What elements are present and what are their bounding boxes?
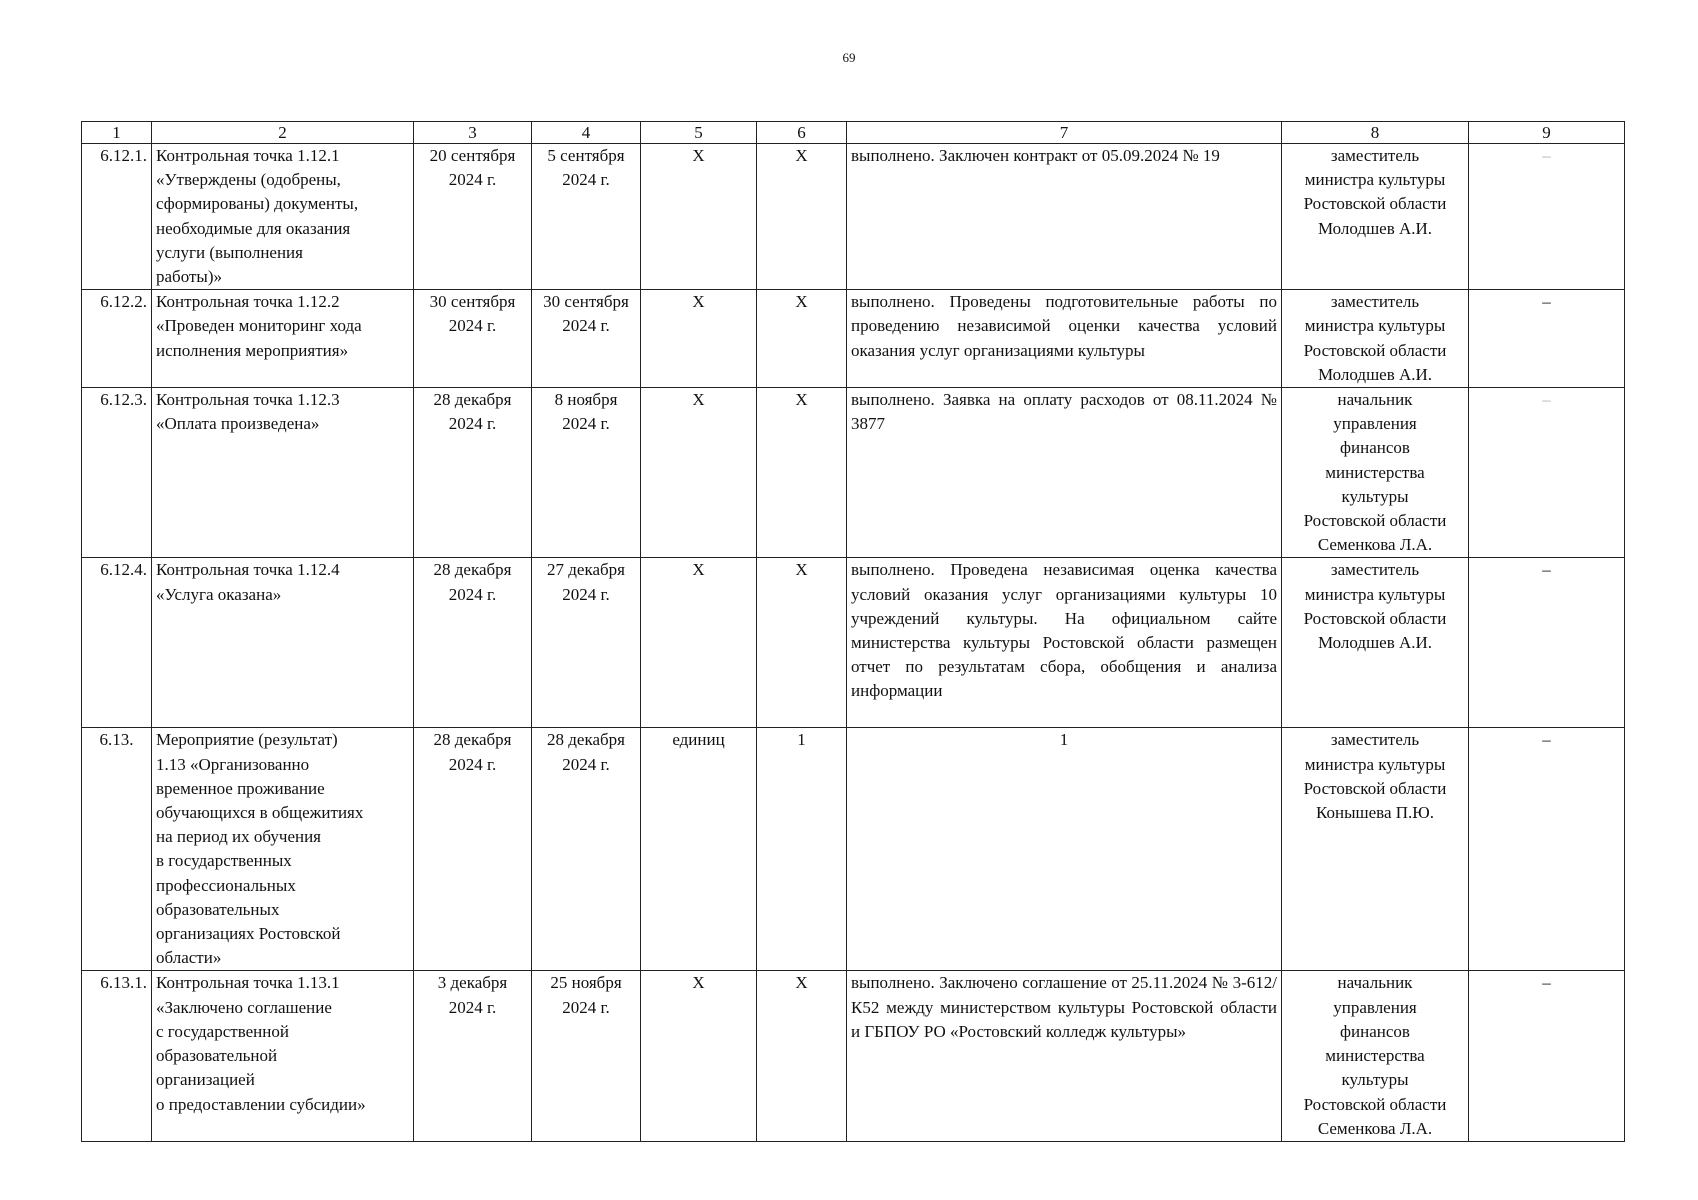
- value-cell: 1: [757, 728, 847, 971]
- row-number: 6.13.1.: [82, 971, 152, 1141]
- fact-date: 30 сентября 2024 г.: [532, 290, 641, 388]
- table-row: [82, 144, 1625, 290]
- unit-cell: единиц: [641, 728, 757, 971]
- fact-date: 28 декабря 2024 г.: [532, 728, 641, 971]
- table-row: [82, 728, 1625, 971]
- fact-date: 25 ноября 2024 г.: [532, 971, 641, 1141]
- note-cell: –: [1469, 290, 1625, 388]
- row-number: 6.12.2.: [82, 290, 152, 388]
- plan-date: 28 декабря 2024 г.: [414, 728, 532, 971]
- unit-cell: X: [641, 144, 757, 290]
- status-text: выполнено. Заявка на оплату расходов от 08.11.2024 № 3877: [847, 388, 1282, 558]
- value-cell: X: [757, 558, 847, 728]
- row-number: 6.12.3.: [82, 388, 152, 558]
- status-text: выполнено. Проведены подготовительные работы по проведению независимой оценки качества условий оказания услуг организациями культуры: [847, 290, 1282, 388]
- unit-cell: X: [641, 290, 757, 388]
- header-col-4: 4: [532, 122, 641, 144]
- fact-date: 27 декабря 2024 г.: [532, 558, 641, 728]
- report-table: [81, 121, 1625, 1142]
- plan-date: 30 сентября 2024 г.: [414, 290, 532, 388]
- table-row: [82, 558, 1625, 728]
- status-text: 1: [847, 728, 1282, 971]
- plan-date: 20 сентября 2024 г.: [414, 144, 532, 290]
- plan-date: 28 декабря 2024 г.: [414, 558, 532, 728]
- value-cell: X: [757, 290, 847, 388]
- unit-cell: X: [641, 558, 757, 728]
- status-text: выполнено. Проведена независимая оценка качества условий оказания услуг организациями культуры 10 учреждений культуры. На официальном сайте министерства культуры Ростовской области размещен отчет по результатам сбора, обобщения и анализа информации: [847, 558, 1282, 728]
- responsible-person: заместитель министра культуры Ростовской области Конышева П.Ю.: [1282, 728, 1469, 971]
- header-col-2: 2: [152, 122, 414, 144]
- header-col-7: 7: [847, 122, 1282, 144]
- value-cell: X: [757, 388, 847, 558]
- plan-date: 3 декабря 2024 г.: [414, 971, 532, 1141]
- item-name: Контрольная точка 1.13.1 «Заключено соглашение с государственной образовательной организацией о предоставлении субсидии»: [152, 971, 414, 1141]
- table-row: [82, 971, 1625, 1141]
- header-col-5: 5: [641, 122, 757, 144]
- header-row: [82, 122, 1625, 144]
- fact-date: 8 ноября 2024 г.: [532, 388, 641, 558]
- fact-date: 5 сентября 2024 г.: [532, 144, 641, 290]
- note-cell: –: [1469, 144, 1625, 290]
- header-col-6: 6: [757, 122, 847, 144]
- table-row: [82, 388, 1625, 558]
- plan-date: 28 декабря 2024 г.: [414, 388, 532, 558]
- row-number: 6.12.4.: [82, 558, 152, 728]
- responsible-person: заместитель министра культуры Ростовской области Молодшев А.И.: [1282, 144, 1469, 290]
- note-cell: –: [1469, 728, 1625, 971]
- responsible-person: начальник управления финансов министерства культуры Ростовской области Семенкова Л.А.: [1282, 971, 1469, 1141]
- note-cell: –: [1469, 388, 1625, 558]
- header-col-8: 8: [1282, 122, 1469, 144]
- row-number: 6.13.: [82, 728, 152, 971]
- item-name: Контрольная точка 1.12.2 «Проведен мониторинг хода исполнения мероприятия»: [152, 290, 414, 388]
- table-row: [82, 290, 1625, 388]
- item-name: Контрольная точка 1.12.4 «Услуга оказана»: [152, 558, 414, 728]
- unit-cell: X: [641, 388, 757, 558]
- value-cell: X: [757, 971, 847, 1141]
- responsible-person: заместитель министра культуры Ростовской области Молодшев А.И.: [1282, 558, 1469, 728]
- note-cell: –: [1469, 971, 1625, 1141]
- note-cell: –: [1469, 558, 1625, 728]
- unit-cell: X: [641, 971, 757, 1141]
- row-number: 6.12.1.: [82, 144, 152, 290]
- item-name: Контрольная точка 1.12.3 «Оплата произведена»: [152, 388, 414, 558]
- value-cell: X: [757, 144, 847, 290]
- header-col-3: 3: [414, 122, 532, 144]
- header-col-9: 9: [1469, 122, 1625, 144]
- status-text: выполнено. Заключен контракт от 05.09.2024 № 19: [847, 144, 1282, 290]
- page-number: 69: [842, 50, 856, 65]
- item-name: Мероприятие (результат) 1.13 «Организованно временное проживание обучающихся в общежитиях на период их обучения в государственных профессиональных образовательных организациях Ростовской области»: [152, 728, 414, 971]
- header-col-1: 1: [82, 122, 152, 144]
- item-name: Контрольная точка 1.12.1 «Утверждены (одобрены, сформированы) документы, необходимые для оказания услуги (выполнения работы)»: [152, 144, 414, 290]
- status-text: выполнено. Заключено соглашение от 25.11.2024 № 3-612/К52 между министерством культуры Ростовской области и ГБПОУ РО «Ростовский колледж культуры»: [847, 971, 1282, 1141]
- responsible-person: заместитель министра культуры Ростовской области Молодшев А.И.: [1282, 290, 1469, 388]
- responsible-person: начальник управления финансов министерства культуры Ростовской области Семенкова Л.А.: [1282, 388, 1469, 558]
